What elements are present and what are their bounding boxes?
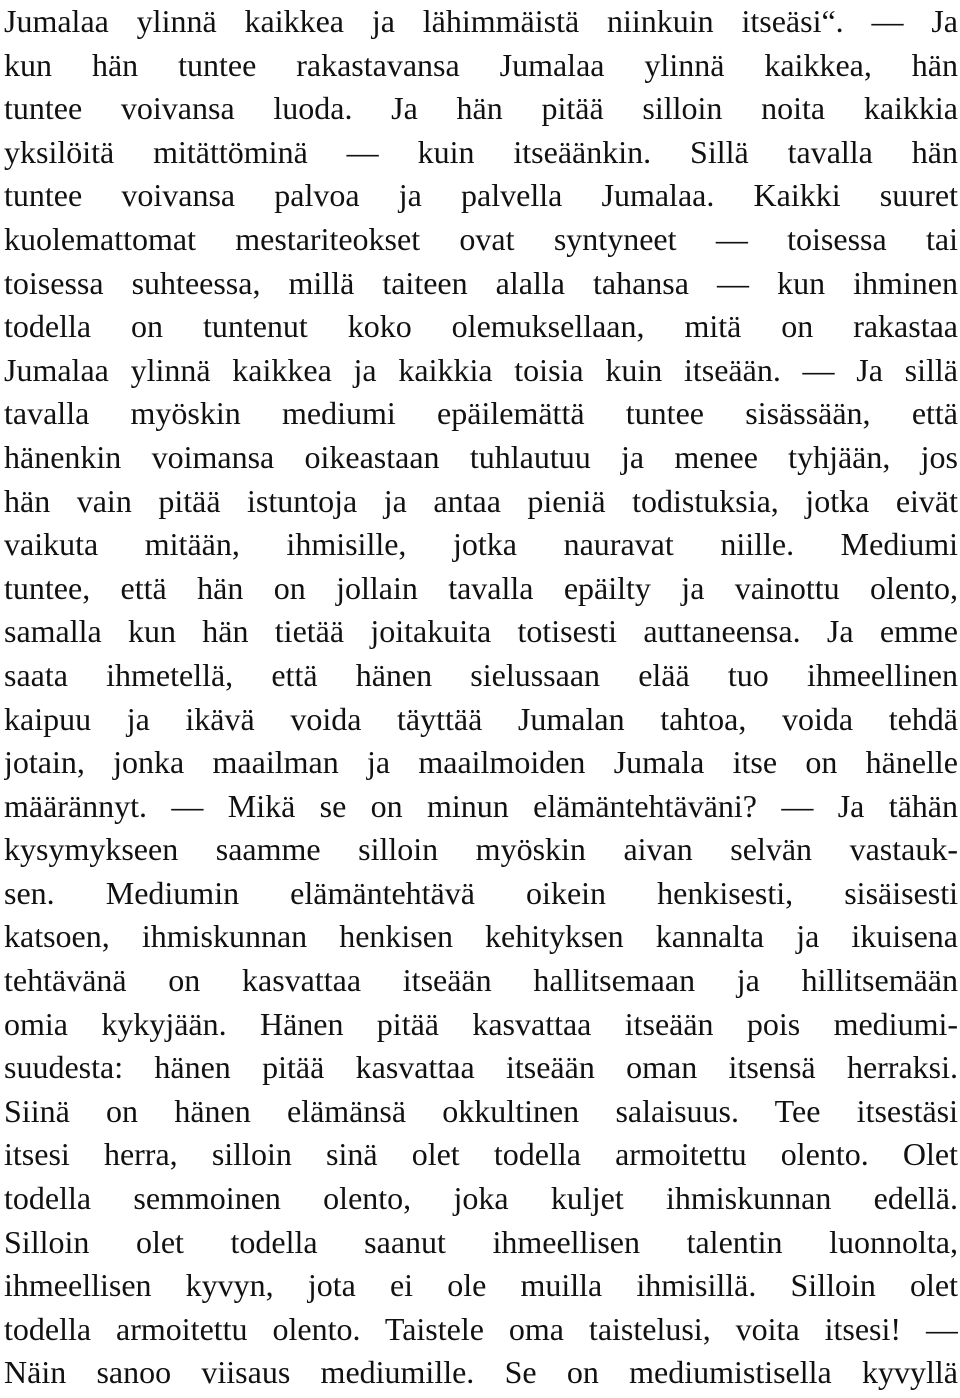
text-line: todella armoitettu olento. Taistele oma taistelusi, voita itsesi! — — [4, 1310, 958, 1347]
text-line: kaipuu ja ikävä voida täyttää Jumalan tahtoa, voida tehdä — [4, 700, 958, 737]
text-line: itsesi herra, silloin sinä olet todella armoitettu olento. Olet — [4, 1136, 958, 1173]
text-line: Jumalaa ylinnä kaikkea ja kaikkia toisia kuin itseään. — Ja sillä — [4, 351, 958, 388]
text-line: hänenkin voimansa oikeastaan tuhlautuu ja menee tyhjään, jos — [4, 438, 958, 475]
text-line: yksilöitä mitättöminä — kuin itseäänkin. Sillä tavalla hän — [4, 133, 958, 170]
text-line: tavalla myöskin mediumi epäilemättä tuntee sisässään, että — [4, 395, 958, 432]
text-line: saata ihmetellä, että hänen sielussaan elää tuo ihmeellinen — [4, 656, 958, 693]
text-line: todella on tuntenut koko olemuksellaan, mitä on rakastaa — [4, 308, 958, 345]
text-line: todella semmoinen olento, joka kuljet ihmiskunnan edellä. — [4, 1180, 958, 1217]
text-line: Näin sanoo viisaus mediumille. Se on mediumistisella kyvyllä — [4, 1354, 958, 1391]
text-line: tuntee, että hän on jollain tavalla epäilty ja vainottu olento, — [4, 569, 958, 606]
text-line: vaikuta mitään, ihmisille, jotka nauravat niille. Mediumi — [4, 526, 958, 563]
text-line: jotain, jonka maailman ja maailmoiden Jumala itse on hänelle — [4, 744, 958, 781]
text-line: määrännyt. — Mikä se on minun elämäntehtäväni? — Ja tähän — [4, 787, 958, 824]
text-line: omia kykyjään. Hänen pitää kasvattaa itseään pois mediumi- — [4, 1005, 958, 1042]
text-line: Jumalaa ylinnä kaikkea ja lähimmäistä niinkuin itseäsi“. — Ja — [4, 3, 958, 39]
text-line: toisessa suhteessa, millä taiteen alalla tahansa — kun ihminen — [4, 264, 958, 301]
text-line: kuolemattomat mestariteokset ovat syntyneet — toisessa tai — [4, 220, 958, 257]
text-line: tuntee voivansa palvoa ja palvella Jumalaa. Kaikki suuret — [4, 177, 958, 214]
text-line: tuntee voivansa luoda. Ja hän pitää silloin noita kaikkia — [4, 90, 958, 127]
text-line: Silloin olet todella saanut ihmeellisen talentin luonnolta, — [4, 1223, 958, 1260]
text-line: kysymykseen saamme silloin myöskin aivan selvän vastauk- — [4, 831, 958, 868]
text-line: Siinä on hänen elämänsä okkultinen salaisuus. Tee itsestäsi — [4, 1092, 958, 1129]
text-line: sen. Mediumin elämäntehtävä oikein henkisesti, sisäisesti — [4, 874, 958, 911]
text-line: kun hän tuntee rakastavansa Jumalaa ylinnä kaikkea, hän — [4, 46, 958, 83]
text-line: tehtävänä on kasvattaa itseään hallitsemaan ja hillitsemään — [4, 962, 958, 999]
text-line: ihmeellisen kyvyn, jota ei ole muilla ihmisillä. Silloin olet — [4, 1267, 958, 1304]
body-text — [4, 0, 958, 1395]
text-line: suudesta: hänen pitää kasvattaa itseään oman itsensä herraksi. — [4, 1049, 958, 1086]
text-line: katsoen, ihmiskunnan henkisen kehityksen kannalta ja ikuisena — [4, 918, 958, 955]
text-line: samalla kun hän tietää joitakuita totisesti auttaneensa. Ja emme — [4, 613, 958, 650]
text-line: hän vain pitää istuntoja ja antaa pieniä todistuksia, jotka eivät — [4, 482, 958, 519]
